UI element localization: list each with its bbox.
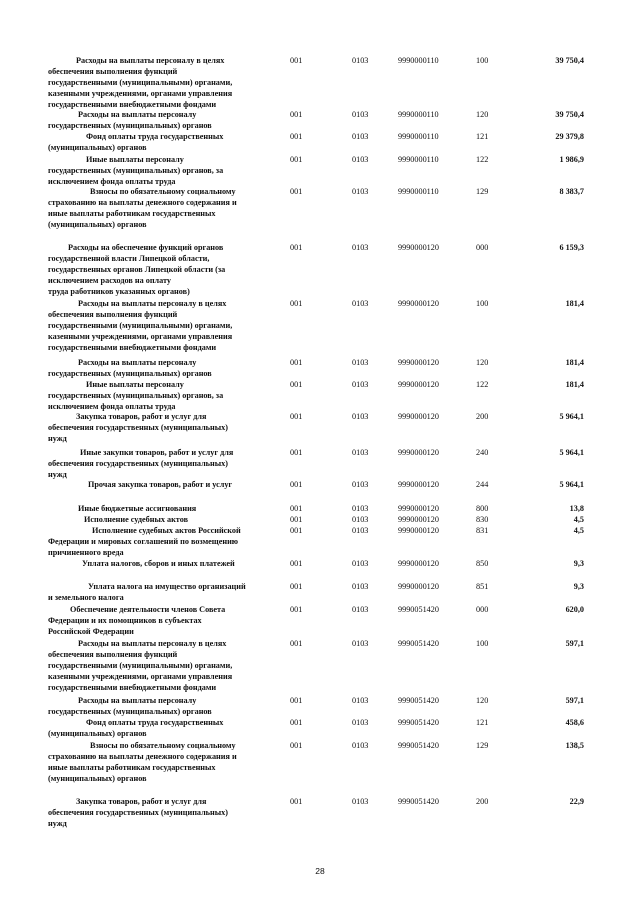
section-code: 0103	[352, 358, 369, 367]
section-code: 0103	[352, 448, 369, 457]
target-item-code: 9990000120	[398, 504, 439, 513]
amount: 5 964,1	[559, 412, 584, 421]
amount: 5 964,1	[559, 448, 584, 457]
ministry-code: 001	[290, 718, 303, 727]
expense-type-code: 100	[476, 299, 489, 308]
expense-type-code: 830	[476, 515, 489, 524]
section-code: 0103	[352, 56, 369, 65]
amount: 620,0	[565, 605, 584, 614]
expense-name: Закупка товаров, работ и услуг для обеспечения государственных (муниципальных) нужд	[48, 412, 228, 443]
expense-type-code: 200	[476, 412, 489, 421]
section-code: 0103	[352, 696, 369, 705]
ministry-code: 001	[290, 243, 303, 252]
section-code: 0103	[352, 559, 369, 568]
section-code: 0103	[352, 299, 369, 308]
ministry-code: 001	[290, 605, 303, 614]
amount: 138,5	[565, 741, 584, 750]
target-item-code: 9990000110	[398, 155, 439, 164]
ministry-code: 001	[290, 358, 303, 367]
target-item-code: 9990051420	[398, 741, 439, 750]
target-item-code: 9990000120	[398, 515, 439, 524]
expense-type-code: 831	[476, 526, 489, 535]
amount: 181,4	[565, 380, 584, 389]
ministry-code: 001	[290, 56, 303, 65]
amount: 9,3	[573, 582, 584, 591]
amount: 597,1	[565, 639, 584, 648]
ministry-code: 001	[290, 515, 303, 524]
section-code: 0103	[352, 480, 369, 489]
section-code: 0103	[352, 582, 369, 591]
amount: 4,5	[573, 515, 584, 524]
section-code: 0103	[352, 243, 369, 252]
expense-name: Исполнение судебных актов Российской Федерации и мировых соглашений по возмещению причиненного вреда	[48, 526, 241, 557]
ministry-code: 001	[290, 559, 303, 568]
section-code: 0103	[352, 380, 369, 389]
target-item-code: 9990051420	[398, 639, 439, 648]
ministry-code: 001	[290, 639, 303, 648]
expense-name: Расходы на обеспечение функций органов государственной власти Липецкой области, государственных органов Липецкой области (за исключением расходов на оплату труда работников указанных органов)	[48, 243, 226, 296]
section-code: 0103	[352, 639, 369, 648]
amount: 29 379,8	[555, 132, 584, 141]
expense-name: Расходы на выплаты персоналу государственных (муниципальных) органов	[48, 110, 212, 130]
amount: 9,3	[573, 559, 584, 568]
target-item-code: 9990000110	[398, 110, 439, 119]
section-code: 0103	[352, 110, 369, 119]
expense-type-code: 244	[476, 480, 489, 489]
expense-type-code: 100	[476, 639, 489, 648]
expense-name: Расходы на выплаты персоналу государственных (муниципальных) органов	[48, 696, 212, 716]
amount: 13,8	[569, 504, 584, 513]
amount: 5 964,1	[559, 480, 584, 489]
expense-type-code: 000	[476, 605, 489, 614]
amount: 6 159,3	[559, 243, 584, 252]
target-item-code: 9990000110	[398, 56, 439, 65]
target-item-code: 9990000110	[398, 132, 439, 141]
ministry-code: 001	[290, 412, 303, 421]
section-code: 0103	[352, 155, 369, 164]
expense-type-code: 000	[476, 243, 489, 252]
expense-type-code: 121	[476, 718, 489, 727]
expense-name: Расходы на выплаты персоналу в целях обеспечения выполнения функций государственными (муниципальными) органами, казенными учреждениями, органами управления государственными внебюджетными фондами	[48, 299, 233, 352]
ministry-code: 001	[290, 132, 303, 141]
target-item-code: 9990051420	[398, 797, 439, 806]
expense-name: Фонд оплаты труда государственных (муниципальных) органов	[48, 718, 224, 738]
target-item-code: 9990051420	[398, 718, 439, 727]
expense-name: Уплата налога на имущество организаций и земельного налога	[48, 582, 246, 602]
amount: 39 750,4	[555, 110, 584, 119]
ministry-code: 001	[290, 582, 303, 591]
section-code: 0103	[352, 718, 369, 727]
section-code: 0103	[352, 741, 369, 750]
amount: 458,6	[565, 718, 584, 727]
amount: 4,5	[573, 526, 584, 535]
amount: 181,4	[565, 299, 584, 308]
target-item-code: 9990000120	[398, 448, 439, 457]
expense-type-code: 129	[476, 187, 489, 196]
expense-type-code: 240	[476, 448, 489, 457]
target-item-code: 9990051420	[398, 605, 439, 614]
expense-name: Исполнение судебных актов	[84, 515, 189, 524]
amount: 39 750,4	[555, 56, 584, 65]
expense-name: Закупка товаров, работ и услуг для обеспечения государственных (муниципальных) нужд	[48, 797, 228, 828]
ministry-code: 001	[290, 797, 303, 806]
expense-type-code: 100	[476, 56, 489, 65]
section-code: 0103	[352, 515, 369, 524]
target-item-code: 9990000120	[398, 582, 439, 591]
ministry-code: 001	[290, 741, 303, 750]
section-code: 0103	[352, 504, 369, 513]
expense-type-code: 120	[476, 696, 489, 705]
target-item-code: 9990000120	[398, 380, 439, 389]
expense-name: Прочая закупка товаров, работ и услуг	[88, 480, 233, 489]
amount: 1 986,9	[559, 155, 584, 164]
ministry-code: 001	[290, 299, 303, 308]
expense-name: Расходы на выплаты персоналу в целях обеспечения выполнения функций государственными (муниципальными) органами, казенными учреждениями, органами управления государственными внебюджетными фондами	[48, 639, 233, 692]
ministry-code: 001	[290, 526, 303, 535]
amount: 22,9	[569, 797, 584, 806]
section-code: 0103	[352, 132, 369, 141]
expense-name: Обеспечение деятельности членов Совета Федерации и их помощников в субъектах Российской Федерации	[48, 605, 226, 636]
expense-name: Иные бюджетные ассигнования	[78, 504, 197, 513]
target-item-code: 9990051420	[398, 696, 439, 705]
section-code: 0103	[352, 797, 369, 806]
ministry-code: 001	[290, 480, 303, 489]
expense-name: Расходы на выплаты персоналу государственных (муниципальных) органов	[48, 358, 212, 378]
expense-name: Уплата налогов, сборов и иных платежей	[82, 559, 235, 568]
target-item-code: 9990000120	[398, 526, 439, 535]
expense-type-code: 851	[476, 582, 489, 591]
ministry-code: 001	[290, 110, 303, 119]
expense-name: Расходы на выплаты персоналу в целях обеспечения выполнения функций государственными (муниципальными) органами, казенными учреждениями, органами управления государственными внебюджетными фондами	[48, 56, 233, 109]
expense-type-code: 121	[476, 132, 489, 141]
expense-type-code: 120	[476, 110, 489, 119]
ministry-code: 001	[290, 155, 303, 164]
expense-name: Взносы по обязательному социальному страхованию на выплаты денежного содержания и иные выплаты работникам государственных (муниципальных) органов	[48, 187, 237, 229]
target-item-code: 9990000120	[398, 559, 439, 568]
target-item-code: 9990000120	[398, 243, 439, 252]
target-item-code: 9990000120	[398, 480, 439, 489]
expense-name: Фонд оплаты труда государственных (муниципальных) органов	[48, 132, 224, 152]
expense-type-code: 120	[476, 358, 489, 367]
expense-name: Иные выплаты персоналу государственных (муниципальных) органов, за исключением фонда оплаты труда	[48, 155, 224, 186]
target-item-code: 9990000110	[398, 187, 439, 196]
expense-name: Иные закупки товаров, работ и услуг для обеспечения государственных (муниципальных) нужд	[48, 448, 234, 479]
expense-type-code: 200	[476, 797, 489, 806]
expense-type-code: 129	[476, 741, 489, 750]
ministry-code: 001	[290, 448, 303, 457]
expense-name: Иные выплаты персоналу государственных (муниципальных) органов, за исключением фонда оплаты труда	[48, 380, 224, 411]
ministry-code: 001	[290, 504, 303, 513]
target-item-code: 9990000120	[398, 412, 439, 421]
target-item-code: 9990000120	[398, 358, 439, 367]
section-code: 0103	[352, 187, 369, 196]
expense-type-code: 122	[476, 155, 489, 164]
expense-type-code: 850	[476, 559, 489, 568]
ministry-code: 001	[290, 380, 303, 389]
target-item-code: 9990000120	[398, 299, 439, 308]
expense-type-code: 122	[476, 380, 489, 389]
section-code: 0103	[352, 605, 369, 614]
expense-name: Взносы по обязательному социальному страхованию на выплаты денежного содержания и иные выплаты работникам государственных (муниципальных) органов	[48, 741, 237, 783]
section-code: 0103	[352, 412, 369, 421]
ministry-code: 001	[290, 187, 303, 196]
amount: 597,1	[565, 696, 584, 705]
expense-type-code: 800	[476, 504, 489, 513]
ministry-code: 001	[290, 696, 303, 705]
amount: 181,4	[565, 358, 584, 367]
section-code: 0103	[352, 526, 369, 535]
page-number: 28	[315, 866, 325, 876]
amount: 8 383,7	[559, 187, 584, 196]
